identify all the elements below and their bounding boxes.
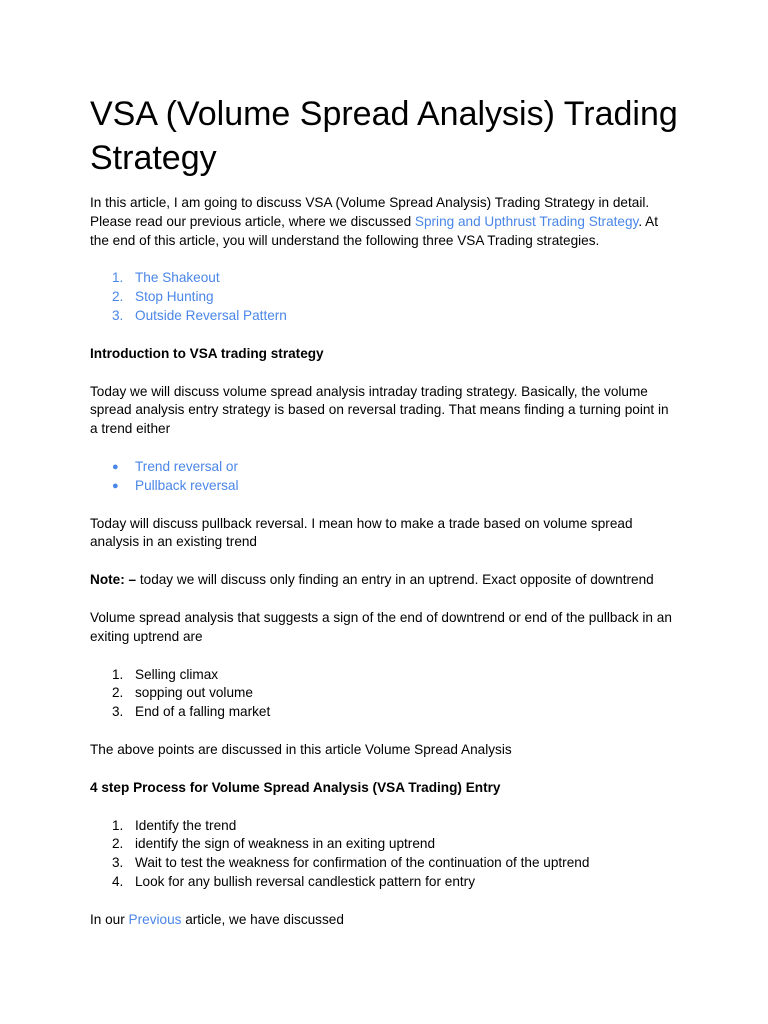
intro-paragraph [90,194,678,250]
final-text-2: article, we have discussed [181,911,344,927]
list-item-text: Look for any bullish reversal candlestick pattern for entry [135,873,476,889]
intro-text-2: . At the end of this article, you will understand the following three VSA Trading strategies. [90,213,658,248]
list-item[interactable] [90,307,678,326]
steps-list [90,817,678,892]
page-title: VSA (Volume Spread Analysis) Trading Strategy [90,95,678,177]
bullet-icon: ● [112,479,119,492]
final-text-1: In our [90,911,129,927]
list-marker: 1. [112,270,124,286]
list-marker: 2. [112,836,124,852]
list-item[interactable] [90,477,678,496]
strategy-link-stop-hunting[interactable]: Stop Hunting [135,289,214,305]
note-paragraph [90,571,678,590]
note-label: Note: – [90,572,137,588]
paragraph-today: Today we will discuss volume spread analysis intraday trading strategy. Basically, the volume spread analysis entry strategy is based on reversal trading. That means finding a turning point in a trend either [90,383,669,437]
list-item [90,666,678,685]
intro-text-1: In this article, I am going to discuss VSA (Volume Spread Analysis) Trading Strategy in detail. Please read our previous article, where we discussed [90,195,650,229]
strategies-list [90,269,678,325]
list-item-text: End of a falling market [135,704,271,720]
list-marker: 3. [112,704,124,720]
reversal-link-trend[interactable]: Trend reversal or [135,458,238,474]
list-item[interactable] [90,458,678,477]
list-item [90,684,678,703]
section-heading-steps: 4 step Process for Volume Spread Analysis (VSA Trading) Entry [90,779,501,795]
paragraph-signs: Volume spread analysis that suggests a sign of the end of downtrend or end of the pullback in an exiting uptrend are [90,609,672,644]
reversal-link-pullback[interactable]: Pullback reversal [135,477,239,493]
list-item[interactable] [90,269,678,288]
section-heading-intro: Introduction to VSA trading strategy [90,345,324,361]
list-marker: 3. [112,307,124,323]
list-item-text: Identify the trend [135,817,237,833]
list-item [90,873,678,892]
reversal-list [90,458,678,496]
list-item[interactable] [90,288,678,307]
previous-article-link[interactable]: Previous [128,911,182,927]
list-item [90,703,678,722]
list-marker: 2. [112,685,124,701]
list-item-text: Selling climax [135,666,219,682]
strategy-link-shakeout[interactable]: The Shakeout [135,270,220,286]
list-item-text: identify the sign of weakness in an exiting uptrend [135,836,436,852]
list-marker: 2. [112,289,124,305]
note-text: today we will discuss only finding an entry in an uptrend. Exact opposite of downtrend [136,572,654,588]
list-item-text: sopping out volume [135,685,253,701]
list-item-text: Wait to test the weakness for confirmation of the continuation of the uptrend [135,855,590,871]
list-item [90,835,678,854]
final-paragraph [90,911,678,930]
strategy-link-outside-reversal[interactable]: Outside Reversal Pattern [135,307,287,323]
paragraph-above: The above points are discussed in this article Volume Spread Analysis [90,741,512,757]
spring-upthrust-link[interactable]: Spring and Upthrust Trading Strategy [414,213,639,229]
list-item [90,854,678,873]
list-marker: 4. [112,873,124,889]
signs-list [90,666,678,722]
list-marker: 1. [112,817,124,833]
bullet-icon: ● [112,460,119,473]
list-marker: 1. [112,666,124,682]
list-marker: 3. [112,855,124,871]
list-item [90,817,678,836]
paragraph-pullback: Today will discuss pullback reversal. I mean how to make a trade based on volume spread analysis in an existing trend [90,515,633,550]
